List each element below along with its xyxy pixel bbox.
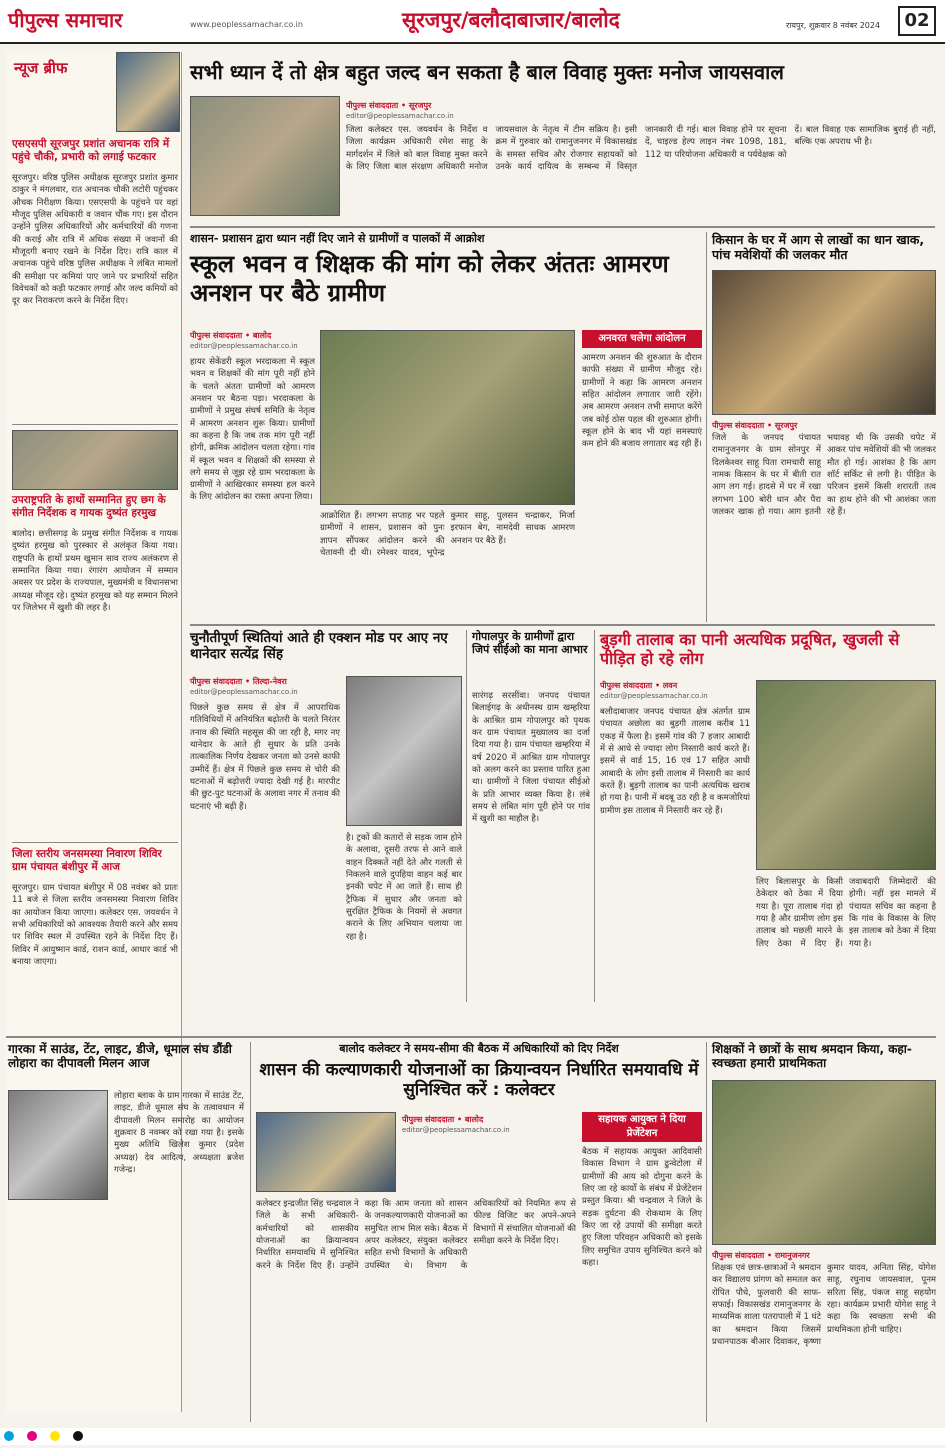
yellow-mark	[50, 1431, 60, 1441]
teachers-byline: पीपुल्स संवाददाता • रामानुजनगर	[712, 1251, 810, 1260]
collector-side-label: सहायक आयुक्त ने दिया प्रेजेंटेशन	[582, 1112, 702, 1142]
divider	[6, 1036, 936, 1038]
divider	[594, 630, 595, 1002]
school-text: हायर सेकेंडरी स्कूल भरदाकला में स्कूल भवन व शिक्षकों की मांग पूरी नहीं होने के चलते अंततः ग्रामीणों को आमरण अनशन पर बैठना पड़ा। भरदाकला के ग्रामीणों ने प्रमुख संघर्ष समिति के नेतृत्व में आमरण अनशन शुरू किया। ग्रामीणों का कहना है कि जब तक मांग पूरी नहीं होगी, क्रमिक आंदोलन चलता रहेगा। गांव में स्कूल भवन व शिक्षकों की समस्या से लगे समय से जूझ रहे ग्राम भरदाकला के ग्रामीणों ने आखिरकार समस्या हल करने के लिए आंदोलन का रास्ता अपना लिया।	[190, 357, 315, 503]
collector-byline: पीपुल्स संवाददाता • बालोद	[402, 1115, 484, 1124]
school-email[interactable]: editor@peoplessamachar.co.in	[190, 342, 298, 350]
pond-text-2: लिए बिलासपुर के किसी ठेकेदार को ठेका में दिया गया है। पूरा तालाब गंदा हो गया है और ग्रामीण लोग इस तालाब को मछली मारने के लिए ठेका में दिए हैं। जवाबदारी जिम्मेदारों की होगी। नहीं इस मामले में पंचायत सचिव का कहना है कि गांव के विकास के लिए इस तालाब को ठेका में दिया गया है।	[756, 877, 936, 949]
meeting-photo	[256, 1112, 396, 1192]
school-headline[interactable]: स्कूल भवन व शिक्षक की मांग को लेकर अंततः आमरण अनशन पर बैठे ग्रामीण	[190, 250, 669, 307]
top-email[interactable]: editor@peoplessamachar.co.in	[346, 112, 454, 120]
divider	[466, 630, 467, 1002]
divider	[190, 624, 935, 626]
collector-text: कलेक्टर इन्द्रजीत सिंह चन्द्रवाल ने जिले के सभी अधिकारी-कर्मचारियों को शासकीय योजनाओं का क्रियान्वयन निर्धारित समयावधि में सुनिश्चित करने के निर्देश दिए हैं। उन्होंने कहा कि आम जनता को शासन के जनकल्याणकारी योजनाओं का समुचित लाभ मिल सके। बैठक में अपर कलेक्टर, संयुक्त कलेक्टर सहित सभी विभागों के अधिकारी उपस्थित थे। विभाग के अधिकारियों को नियमित रूप से फील्ड विजिट कर अपने-अपने विभागों में संचालित योजनाओं की समीक्षा करने के निर्देश दिए।	[256, 1199, 576, 1271]
dateline: रायपुर, शुक्रवार 8 नवंबर 2024	[786, 21, 881, 30]
collector-kicker: बालोद कलेक्टर ने समय-सीमा की बैठक में अधिकारियों को दिए निर्देश	[339, 1042, 619, 1055]
ssp-photo	[116, 52, 180, 132]
school-kicker: शासन- प्रशासन द्वारा ध्यान नहीं दिए जाने से ग्रामीणों व पालकों में आक्रोश	[190, 232, 485, 245]
print-registration-marks	[0, 1428, 945, 1445]
garka-text: लोहारा ब्लाक के ग्राम गारका में साउंड टेंट, लाइट, डीजे धूमाल संघ के तत्वावधान में दीपावली मिलन समारोह का आयोजन शुक्रवार 8 नवम्बर को रखा गया है। इसके मुख्य अतिथि खिलेश कुमार (प्रदेश अध्यक्ष) देव आदित्य, अध्यक्षता ब्रजेश गजेन्द्र।	[114, 1091, 244, 1175]
brief1-headline[interactable]: एसएसपी सूरजपुर प्रशांत अचानक रात्रि में पहुंचे चौकी, प्रभारी को लगाई फटकार	[12, 138, 170, 163]
gopal-text: सारंगढ़ सरसींवा। जनपद पंचायत बिलाईगढ़ के अधीनस्थ ग्राम खम्हरिया के आश्रित ग्राम गोपालपुर को पृथक कर ग्राम पंचायत मुख्यालय का दर्जा दिया गया है। ग्राम पंचायत खम्हरिया में वर्ष 2020 में आश्रित ग्राम गोपालपुर को अलग करने का प्रस्ताव पारित हुआ था। ग्रामीणों ने जिला पंचायत सीईओ के प्रति आभार व्यक्त किया है। लंबे समय से लंबित मांग पूरी होने पर गांव में खुशी का माहौल है।	[472, 691, 590, 825]
brief2-headline[interactable]: उपराष्ट्रपति के हाथों सम्मानित हुए छग के संगीत निर्देशक व गायक दुष्यंत हरमुख	[12, 494, 166, 519]
black-mark	[73, 1431, 83, 1441]
top-headline[interactable]: सभी ध्यान दें तो क्षेत्र बहुत जल्द बन सकता है बाल विवाह मुक्तः मनोज जायसवाल	[190, 60, 784, 84]
teachers-photo	[712, 1080, 936, 1245]
brief3-text: सूरजपुर। ग्राम पंचायत बंशीपुर में 08 नवंबर को प्रातः 11 बजे से जिला स्तरीय जनसमस्या निवारण शिविर का आयोजन किया जाएगा। कलेक्टर एस. जयवर्धन ने सभी अधिकारियों को आवश्यक तैयारी करने और समय पर शिविर स्थल में उपस्थित रहने के निर्देश दिए हैं। शिविर में आयुष्मान कार्ड, राशन कार्ड, आधार कार्ड भी बनाया जाएगा।	[12, 883, 178, 967]
pond-text: बलौदाबाजार जनपद पंचायत क्षेत्र अंतर्गत ग्राम पंचायत अछोला का बुड़गी तालाब करीब 11 एकड़ में फैला है। इसमें गांव की 7 हजार आबादी में से आधे से ज्यादा लोग निस्तारी कार्य करते हैं। इसमें से वार्ड 15, 16 एवं 17 सहित आधी आबादी के लोग इसी तालाब में निस्तारी का कार्य करते हैं। बुड़गी तालाब का पानी अत्यधिक खराब हो गया है। पानी में बदबू उठ रही है व कमजोरियां ग्रामीण इस तालाब में निस्तारी कर रहे हैं।	[600, 707, 750, 816]
award-photo	[12, 430, 178, 490]
garka-person-photo	[8, 1090, 108, 1200]
news-brief-tag: न्यूज ब्रीफ	[14, 59, 68, 77]
divider	[12, 842, 178, 843]
school-side-text: आमरण अनशन की शुरुआत के दौरान काफी संख्या में ग्रामीण मौजूद रहे। ग्रामीणों ने कहा कि आमरण अनशन सहित आंदोलन लगातार जारी रहेंगे। अब आमरण अनशन तभी समाप्त करेंगे जब कोई ठोस पहल की शुरुआत होगी। स्कूल होने के बाद भी यहां समस्याएं कम होने की बजाय लगातार बढ़ रही हैं।	[582, 353, 702, 450]
brief3-headline[interactable]: जिला स्तरीय जनसमस्या निवारण शिविर ग्राम पंचायत बंशीपुर में आज	[12, 848, 162, 873]
police-officer-photo	[346, 676, 462, 826]
top-byline: पीपुल्स संवाददाता • सूरजपुर	[346, 101, 432, 110]
teachers-text: शिक्षक एवं छात्र-छात्राओं ने श्रमदान कर विद्यालय प्रांगण को समतल कर रोपित पौधे, फुलवारी की साफ-सफाई। विकासखंड रामानुजनगर के माध्यमिक शाला पतरापाली में 1 घंटे का श्रमदान किया जिसमें प्रधानपाठक बीआर दिवाकर, कृष्णा कुमार यादव, अनिता सिंह, योगेश साहू, रघुनाथ जायसवाल, पूनम सरिता सिंह, पंकज साहू सहयोग रहा। कार्यक्रम प्रभारी योगेश साहू ने कहा कि स्वच्छता सभी की प्राथमिकता होनी चाहिए।	[712, 1263, 936, 1347]
police-text: पिछले कुछ समय से क्षेत्र में आपराधिक गतिविधियों में अनियंत्रित बढ़ोतरी के चलते निरंतर तनाव की स्थिति महसूस की जा रही है, मगर नए थानेदार के आते ही सुधार के प्रति उनके तात्कालिक निर्णय देखकर जनता को उनसे काफी उम्मीदें हैं। क्षेत्र में पिछले कुछ समय से चोरी की घटनाओं में बढ़ोत्तरी ज्यादा देखी गई है। मारपीट की छुट-पुट घटनाओं के अलावा नगर में तनाव की घटनाएं भी बढ़ी हैं।	[190, 703, 340, 812]
fire-text: जिले के जनपद पंचायत रामानुजनगर के ग्राम सोनपुर में दिलकेश्वर साहू पिता रामचारी साहू नामक किसान के घर में बीती रात आग लग गई। हादसे में घर में रखा लगभग 100 बोरी धान और पैरा जलकर खाक हो गया। आग इतनी भयावह थी कि उसकी चपेट में आकर पांच मवेशियों की भी जलकर मौत हो गई। आशंका है कि आग शॉर्ट सर्किट से लगी है। पीड़ित के परिजन इसमें किसी शरारती तत्व का हाथ होने की भी आशंका जता रहे हैं।	[712, 433, 936, 517]
collector-email[interactable]: editor@peoplessamachar.co.in	[402, 1126, 510, 1134]
page-number: 02	[898, 6, 936, 36]
brand-logo[interactable]: पीपुल्स समाचार	[8, 8, 123, 32]
garka-headline[interactable]: गारका में साउंड, टेंट, लाइट, डीजे, धूमाल संघ डौंडी लोहारा का दीपावली मिलन आज	[8, 1042, 232, 1071]
gopal-headline[interactable]: गोपालपुर के ग्रामीणों द्वारा जिपं सीईओ का माना आभार	[472, 630, 588, 657]
site-url[interactable]: www.peoplessamachar.co.in	[190, 20, 303, 29]
top-text: जिला कलेक्टर एस. जयवर्धन के निर्देश व जिला कार्यक्रम अधिकारी रमेश साहू के मार्गदर्शन में जिले को बाल विवाह मुक्त करने के लिए जिला बाल संरक्षण अधिकारी मनोज जायसवाल के नेतृत्व में टीम सक्रिय है। इसी क्रम में गुरुवार को रामानुजनगर में विकासखंड के समस्त सचिव और रोजगार सहायकों को उनके कार्य दायित्व के सम्बन्ध में विस्तृत जानकारी दी गई। बाल विवाह होने पर सूचना दें, चाइल्ड हेल्प लाइन नंबर 1098, 181, 112 या परियोजना अधिकारी व पर्यवेक्षक को दें। बाल विवाह एक सामाजिक बुराई ही नहीं, बल्कि एक अपराध भी है।	[346, 125, 936, 172]
fire-byline: पीपुल्स संवाददाता • सूरजपुर	[712, 421, 798, 430]
masthead	[0, 0, 945, 44]
fire-headline[interactable]: किसान के घर में आग से लाखों का धान खाक, पांच मवेशियों की जलकर मौत	[712, 232, 925, 262]
police-headline[interactable]: चुनौतीपूर्ण स्थितियां आते ही एक्शन मोड पर आए नए थानेदार सत्येंद्र सिंह	[190, 630, 448, 663]
divider	[250, 1042, 251, 1422]
divider	[706, 232, 707, 622]
pond-photo	[756, 680, 936, 870]
collector-headline[interactable]: शासन की कल्याणकारी योजनाओं का क्रियान्वयन निर्धारित समयावधि में सुनिश्चित करें : कलेक्टर	[259, 1060, 699, 1101]
divider	[706, 1042, 707, 1422]
cyan-mark	[4, 1431, 14, 1441]
collector-side-text: बैठक में सहायक आयुक्त आदिवासी विकास विभाग ने ग्राम ढुन्वेटोला में ग्रामीणों की आय को दोगुना करने के लिए जा रहे कार्यों के संबंध में प्रेजेंटेशन प्रस्तुत किया। श्री चन्द्रवाल ने जिले के सड़क दुर्घटना की रोकथाम के लिए किए जा रहे उपायों की समीक्षा करते हुए जिला परिवहन अधिकारी को इसके लिए समुचित उपाय सुनिश्चित करने को कहा।	[582, 1147, 702, 1268]
teachers-headline[interactable]: शिक्षकों ने छात्रों के साथ श्रमदान किया, कहा-स्वच्छता हमारी प्राथमिकता	[712, 1042, 912, 1071]
district-title: सूरजपुर/बलौदाबाजार/बालोद	[402, 8, 620, 32]
pond-headline[interactable]: बुड़गी तालाब का पानी अत्यधिक प्रदूषित, खुजली से पीड़ित हो रहे लोग	[600, 630, 900, 669]
school-byline: पीपुल्स संवाददाता • बालोद	[190, 331, 272, 340]
school-text-2: आक्रोशित हैं। लगभग सप्ताह भर पहले ग्रामीणों ने शासन, प्रशासन को पुनः ज्ञापन सौंपकर आंदोलन करने की चेतावनी दी थी। रमेश्वर यादव, भूपेन्द्र कुमार साहू, पुलसन चन्द्राकर, मिर्जा इरफान बेग, नामदेवी साधक आमरण अनशन पर बैठे हैं।	[320, 511, 575, 558]
police-text-2: है। ट्रकों की कतारों से सड़क जाम होने के अलावा, दूसरी तरफ से आने वाले वाहन दिक्कतें नहीं देते और गलती से निकलने वाले दुपहिया वाहन कई बार इनकी चपेट में आ जाते हैं। साथ ही ट्रैफिक में सुधार और जनता को सुरक्षित ट्रैफिक के नियमों से अवगत कराने के लिए अभियान चलाया जा रहा है।	[346, 833, 462, 942]
brief2-text: बालोद। छत्तीसगढ़ के प्रमुख संगीत निर्देशक व गायक दुष्यंत हरमुख को पुरस्कार से अलंकृत किया गया। राष्ट्रपति के हाथों प्रथम खुमान साव राज्य अलंकरण से सम्मानित किया गया। रंगारंग आयोजन में सम्मान अवसर पर प्रदेश के राज्यपाल, मुख्यमंत्री व विधानसभा अध्यक्ष मौजूद रहे। दुष्यंत हरमुख को यह सम्मान मिलने पर जिलेभर में खुशी की लहर है।	[12, 529, 178, 613]
pond-email[interactable]: editor@peoplessamachar.co.in	[600, 692, 708, 700]
brief1-text: सूरजपुर। वरिष्ठ पुलिस अधीक्षक सूरजपुर प्रशांत कुमार ठाकुर ने मंगलवार, रात अचानक चौकी लटोरी पहुंचकर औचक निरीक्षण किया। एसएसपी के पहुंचने पर वहां मौजूद पुलिस अधिकारी व जवान चौंक गए। इस दौरान उन्होंने पुलिस अधिकारियों और कर्मचारियों की गणना की कराई और रात्रि में अधिक संख्या में जवानों की मौजूदगी बनाए रखने के निर्देश दिए। रात्रि काल में अचानक पहुंचे वरिष्ठ पुलिस अधीक्षक ने लंबित मामलों की समीक्षा पर कमियां पाए जाने पर प्रभारियों सहित विवेचकों को कड़ी फटकार लगाई और जल्द कमियों को दूर कर निराकरण करने के निर्देश दिए।	[12, 173, 178, 307]
fire-photo	[712, 270, 936, 415]
police-byline: पीपुल्स संवाददाता • तिल्दा-नेवरा	[190, 677, 287, 686]
hunger-strike-photo	[320, 330, 575, 505]
magenta-mark	[27, 1431, 37, 1441]
divider	[12, 424, 178, 425]
pond-byline: पीपुल्स संवाददाता • लवन	[600, 681, 678, 690]
divider	[190, 226, 935, 228]
police-email[interactable]: editor@peoplessamachar.co.in	[190, 688, 298, 696]
school-side-label: अनवरत चलेगा आंदोलन	[582, 330, 702, 348]
child-marriage-photo	[190, 96, 340, 216]
